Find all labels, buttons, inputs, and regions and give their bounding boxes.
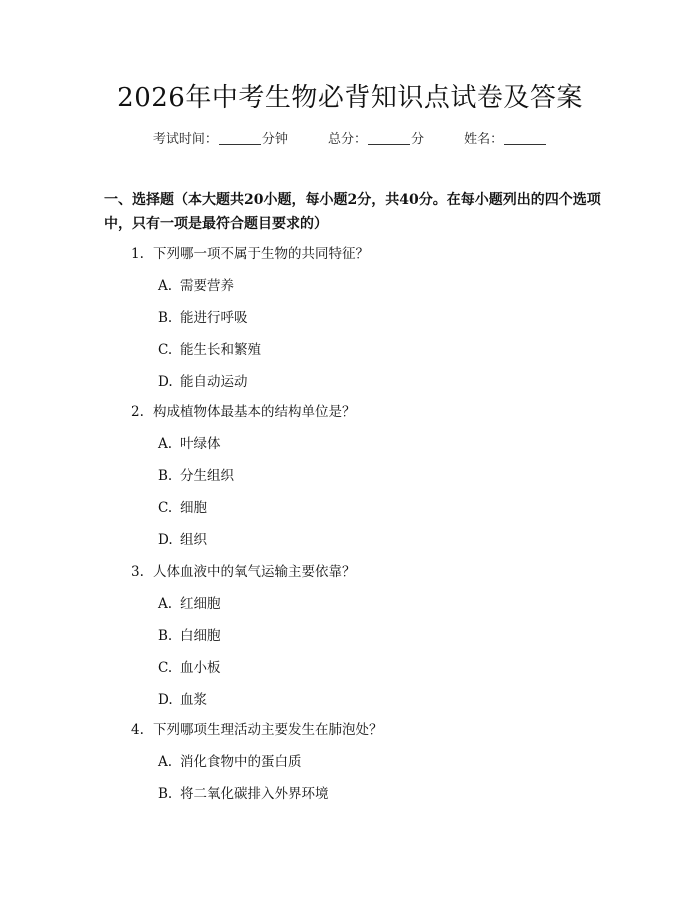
option-text: 将二氧化碳排入外界环境 [180, 786, 329, 802]
option-text: 细胞 [180, 500, 207, 516]
student-name-blank [504, 130, 546, 145]
question [131, 562, 356, 582]
option-letter: A. [158, 596, 173, 612]
option-letter: C. [158, 500, 173, 516]
option-letter: C. [158, 342, 173, 358]
answer-option [158, 498, 207, 518]
answer-option [158, 340, 261, 360]
question [131, 244, 369, 264]
answer-option [158, 752, 302, 772]
answer-option [158, 594, 221, 614]
option-letter: B. [158, 786, 173, 802]
option-text: 能进行呼吸 [180, 310, 248, 326]
student-name-label: 姓名： [464, 132, 504, 147]
answer-option [158, 530, 207, 550]
section-heading: 一、选择题（本大题共20小题，每小题2分，共40分。在每小题列出的四个选项中，只有一项是最符合题目要求的） [104, 192, 601, 232]
option-text: 血小板 [180, 660, 221, 676]
question-text: 人体血液中的氧气运输主要依靠？ [153, 564, 356, 580]
answer-option [158, 626, 221, 646]
answer-option [158, 434, 221, 454]
option-text: 白细胞 [180, 628, 221, 644]
option-text: 红细胞 [180, 596, 221, 612]
question-text: 构成植物体最基本的结构单位是？ [153, 404, 356, 420]
answer-option [158, 784, 329, 804]
option-letter: B. [158, 468, 173, 484]
student-name-field [464, 129, 547, 151]
answer-option [158, 690, 207, 710]
option-text: 能自动运动 [180, 374, 248, 390]
option-text: 消化食物中的蛋白质 [180, 754, 302, 770]
total-score-unit: 分 [411, 132, 425, 147]
option-letter: A. [158, 754, 173, 770]
total-score-label: 总分： [327, 132, 367, 147]
question-number: 4. [131, 722, 144, 738]
answer-option [158, 308, 248, 328]
answer-option [158, 372, 248, 392]
question [131, 402, 356, 422]
question-number: 3. [131, 564, 144, 580]
question [131, 720, 383, 740]
option-letter: A. [158, 436, 173, 452]
option-letter: A. [158, 278, 173, 294]
question-text: 下列哪一项不属于生物的共同特征？ [153, 246, 369, 262]
answer-option [158, 466, 234, 486]
option-text: 组织 [180, 532, 207, 548]
option-text: 叶绿体 [180, 436, 221, 452]
total-score-blank [368, 130, 410, 145]
answer-option [158, 658, 221, 678]
question-text: 下列哪项生理活动主要发生在肺泡处？ [153, 722, 383, 738]
exam-time-unit: 分钟 [261, 132, 288, 147]
option-text: 需要营养 [180, 278, 234, 294]
total-score-field [328, 129, 424, 151]
exam-time-blank [219, 130, 261, 145]
option-letter: D. [158, 532, 173, 548]
question-number: 2. [131, 404, 144, 420]
exam-meta-row [0, 129, 700, 151]
answer-option [158, 276, 234, 296]
option-letter: D. [158, 692, 173, 708]
option-letter: D. [158, 374, 173, 390]
option-letter: B. [158, 310, 173, 326]
option-text: 分生组织 [180, 468, 234, 484]
question-number: 1. [131, 246, 144, 262]
option-text: 血浆 [180, 692, 207, 708]
page-title: 2026年中考生物必背知识点试卷及答案 [117, 83, 583, 113]
option-text: 能生长和繁殖 [180, 342, 261, 358]
option-letter: C. [158, 660, 173, 676]
exam-time-field [153, 129, 288, 151]
option-letter: B. [158, 628, 173, 644]
exam-time-label: 考试时间： [152, 132, 218, 147]
